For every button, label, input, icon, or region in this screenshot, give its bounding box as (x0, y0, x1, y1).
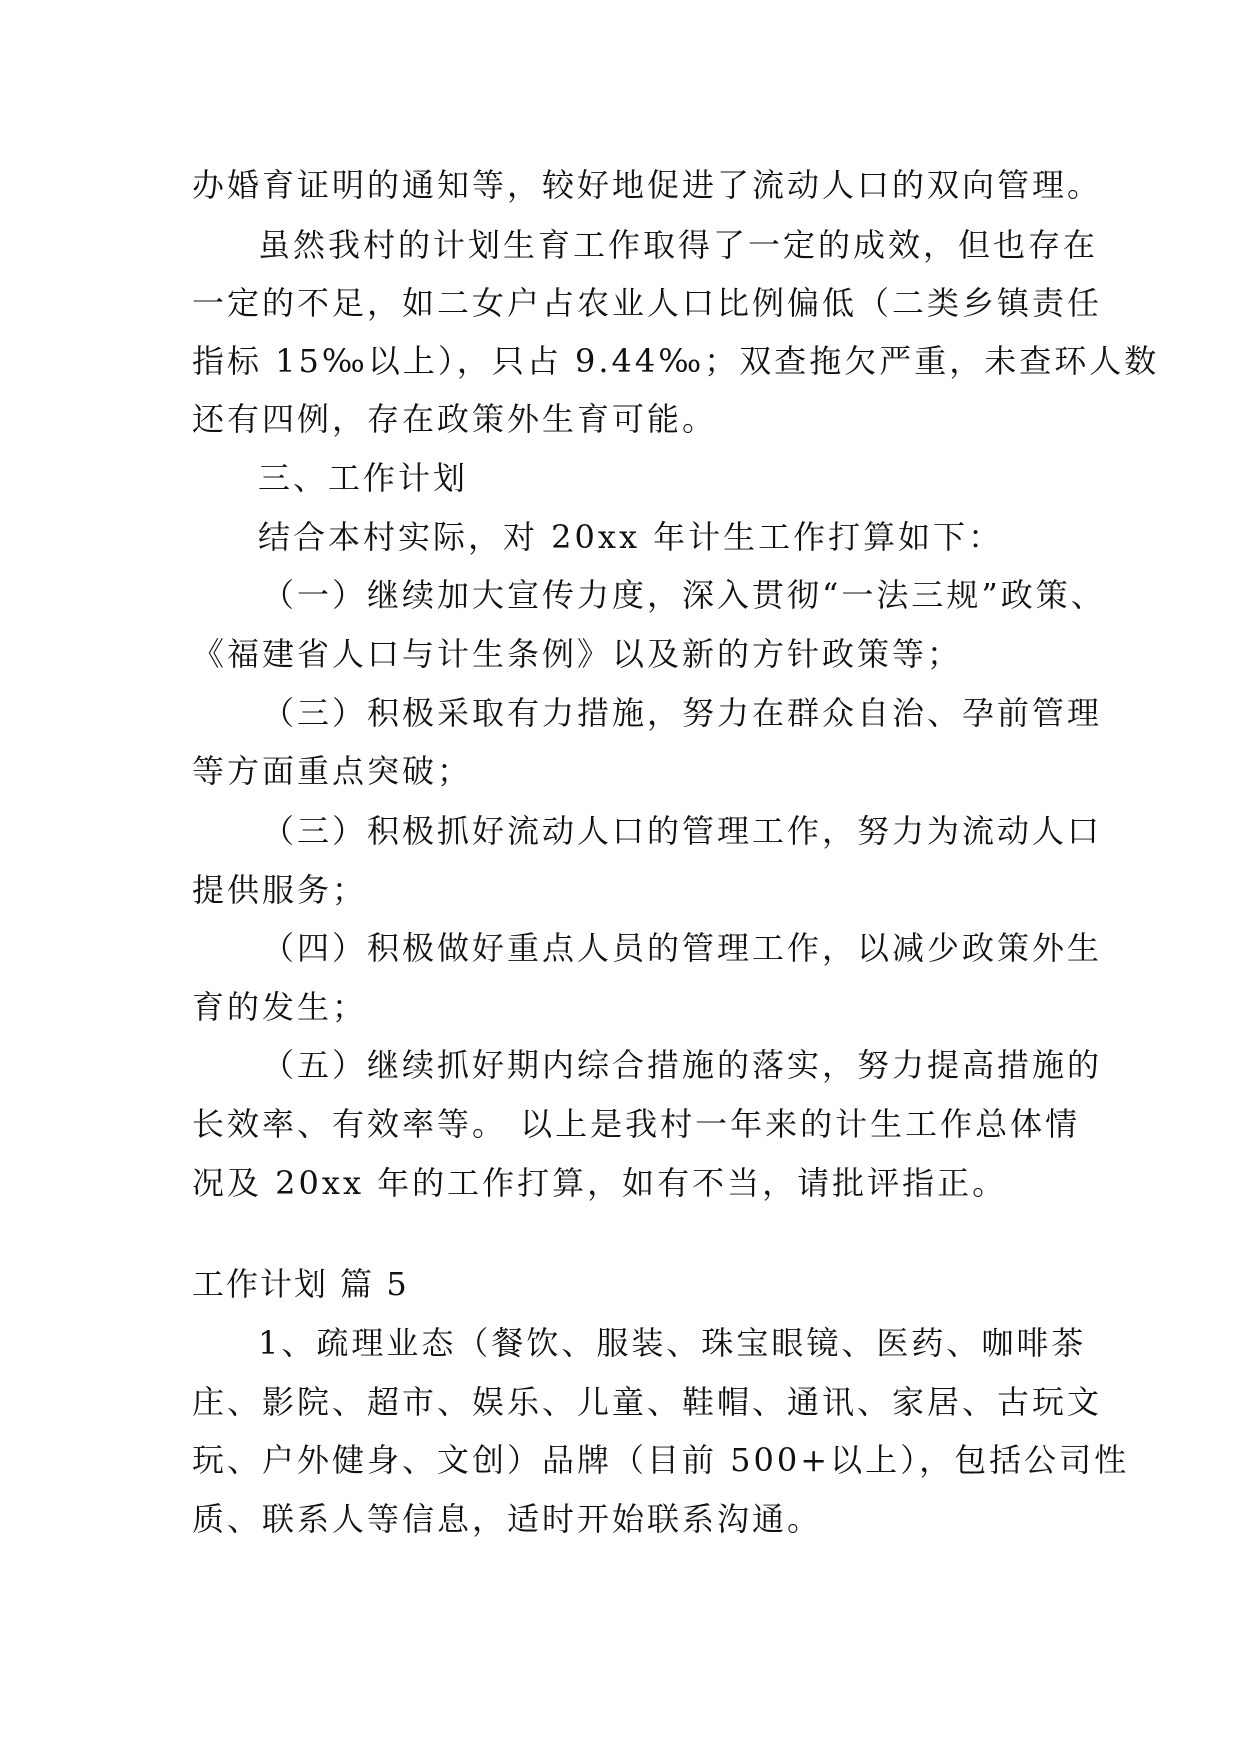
paragraph-line: 质、联系人等信息，适时开始联系沟通。 (192, 1500, 823, 1538)
list-item: （五）继续抓好期内综合措施的落实，努力提高措施的 (262, 1046, 1103, 1084)
paragraph-line: 玩、户外健身、文创）品牌（目前 500+以上），包括公司性 (192, 1441, 1130, 1479)
paragraph-line: 还有四例，存在政策外生育可能。 (192, 400, 718, 438)
list-item: 1、疏理业态（餐饮、服装、珠宝眼镜、医药、咖啡茶 (258, 1324, 1087, 1362)
list-item: （三）积极采取有力措施，努力在群众自治、孕前管理 (262, 694, 1103, 732)
paragraph-line: 长效率、有效率等。 以上是我村一年来的计生工作总体情 (192, 1105, 1081, 1143)
paragraph-line: 《福建省人口与计生条例》以及新的方针政策等； (192, 635, 963, 673)
paragraph-line: 庄、影院、超市、娱乐、儿童、鞋帽、通讯、家居、古玩文 (192, 1383, 1103, 1421)
paragraph-line: 况及 20xx 年的工作打算，如有不当，请批评指正。 (192, 1164, 1008, 1202)
paragraph-line: 虽然我村的计划生育工作取得了一定的成效，但也存在 (258, 226, 1099, 264)
paragraph-line: 结合本村实际，对 20xx 年计生工作打算如下： (258, 518, 1004, 556)
list-item: （四）积极做好重点人员的管理工作，以减少政策外生 (262, 929, 1103, 967)
paragraph-line: 育的发生； (192, 988, 368, 1026)
section-heading: 三、工作计划 (258, 459, 469, 497)
paragraph-line: 办婚育证明的通知等，较好地促进了流动人口的双向管理。 (192, 166, 1103, 204)
paragraph-line: 等方面重点突破； (192, 752, 473, 790)
paragraph-line: 提供服务； (192, 871, 368, 909)
paragraph-line: 一定的不足，如二女户占农业人口比例偏低（二类乡镇责任 (192, 284, 1103, 322)
section-title: 工作计划 篇 5 (192, 1265, 409, 1303)
paragraph-line: 指标 15‰以上），只占 9.44‰；双查拖欠严重，未查环人数 (192, 342, 1160, 380)
list-item: （三）积极抓好流动人口的管理工作，努力为流动人口 (262, 812, 1103, 850)
list-item: （一）继续加大宣传力度，深入贯彻“一法三规”政策、 (262, 576, 1106, 614)
